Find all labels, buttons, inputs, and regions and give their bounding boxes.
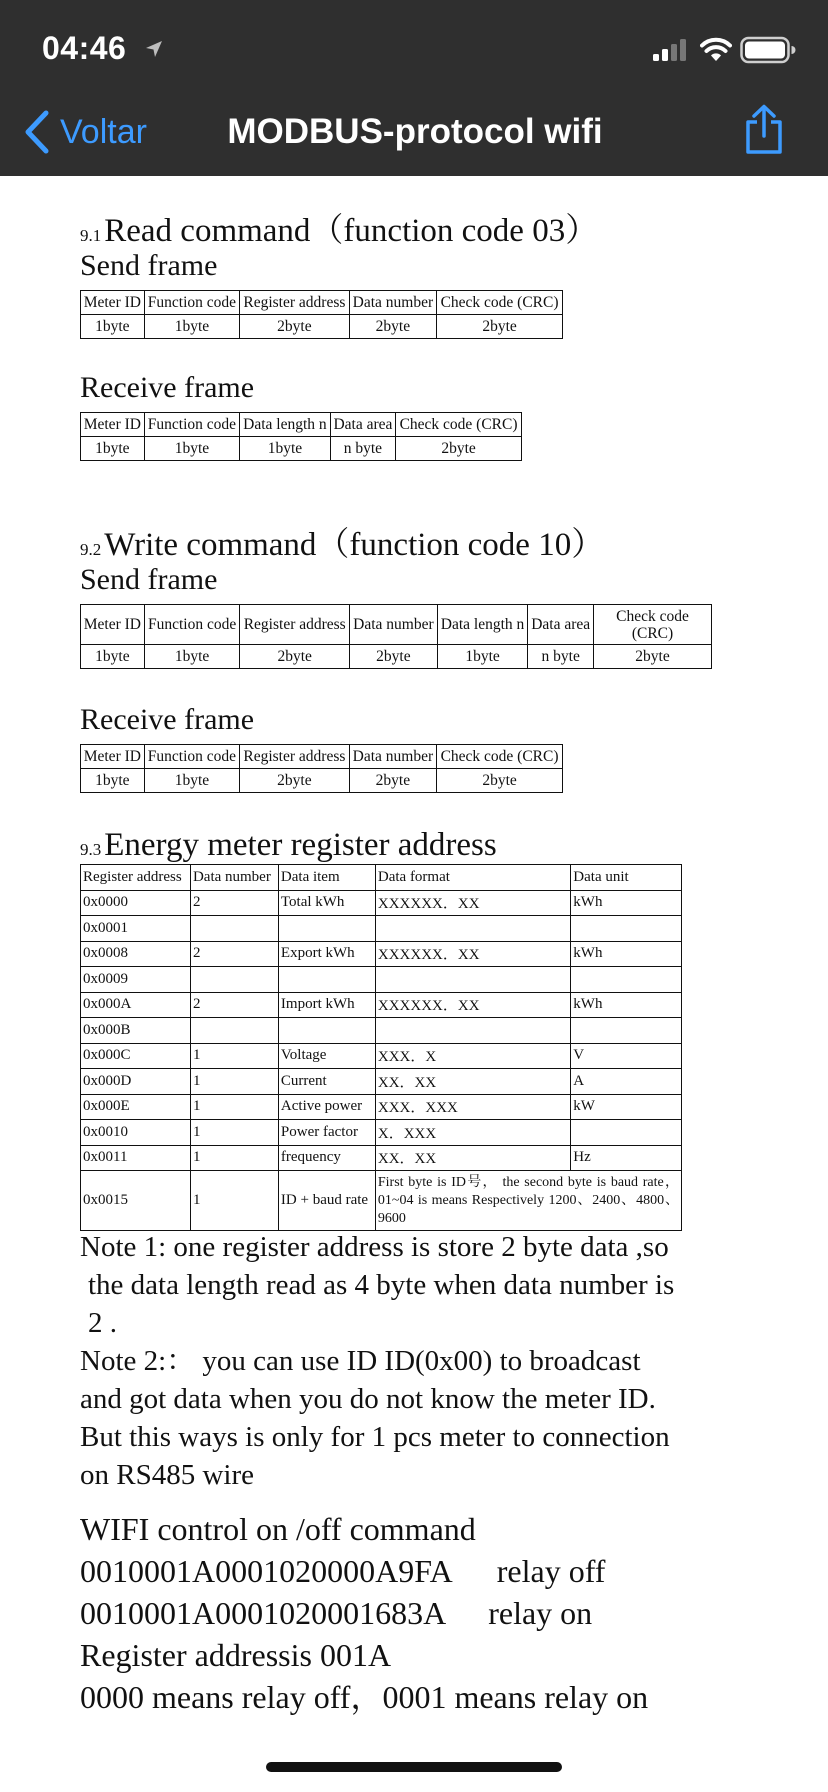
table-cell: 2byte: [350, 645, 438, 669]
table-cell: 0x0010: [81, 1120, 191, 1146]
table-cell: 1byte: [81, 315, 145, 339]
table-cell: 1byte: [240, 437, 331, 461]
table-row: [81, 992, 682, 1018]
table-cell: 0x000E: [81, 1094, 191, 1120]
relay-on-command: 0010001A0001020001683A relay on: [80, 1595, 593, 1631]
table-cell: 1byte: [81, 769, 145, 793]
table-cell: Data length n: [240, 413, 331, 437]
table-cell: Data number: [190, 865, 278, 891]
table-header-row: [81, 413, 522, 437]
table-cell: XXXXXX．XX: [375, 992, 570, 1018]
table-cell: Check code (CRC): [594, 605, 712, 645]
s92-receive-frame-table: [80, 744, 563, 793]
s91-send-frame-label: Send frame: [80, 249, 218, 282]
table-cell: Data number: [349, 745, 436, 769]
table-cell: frequency: [278, 1145, 375, 1171]
table-cell: 1: [190, 1145, 278, 1171]
note-1: Note 1: one register address is store 2 byte data ,so the data length read as 4 byte when data number is 2 .: [80, 1231, 675, 1339]
wifi-control-title: WIFI control on /off command: [80, 1511, 476, 1547]
table-cell: Total kWh: [278, 890, 375, 916]
home-indicator[interactable]: [266, 1762, 562, 1772]
table-row: [81, 1018, 682, 1044]
battery-icon: [740, 36, 796, 64]
wifi-icon: [700, 36, 732, 62]
table-cell: Data format: [375, 865, 570, 891]
table-cell: 1byte: [144, 769, 239, 793]
table-cell: 2byte: [349, 769, 436, 793]
location-arrow-icon: [145, 40, 163, 58]
table-row: [81, 437, 522, 461]
table-cell: [571, 967, 682, 993]
table-cell: Register address: [240, 745, 350, 769]
table-cell: 2byte: [396, 437, 522, 461]
table-cell: A: [571, 1069, 682, 1095]
table-row: [81, 890, 682, 916]
s91-receive-frame-table: [80, 412, 522, 461]
table-cell: 2byte: [349, 315, 436, 339]
table-cell: 1byte: [144, 437, 239, 461]
table-cell: [375, 916, 570, 942]
table-row: [81, 1043, 682, 1069]
register-address-table: [80, 864, 682, 1231]
table-row: [81, 1145, 682, 1171]
table-cell: Check code (CRC): [437, 291, 563, 315]
table-cell: 2byte: [240, 315, 350, 339]
table-cell: Check code (CRC): [396, 413, 522, 437]
table-cell: Data length n: [437, 605, 528, 645]
note-2: Note 2:： you can use ID ID(0x00) to broadcast and got data when you do not know the meter ID. But this ways is only for 1 pcs meter to connection on RS485 wire: [80, 1345, 670, 1491]
table-cell: 2: [190, 941, 278, 967]
table-cell: kW: [571, 1094, 682, 1120]
table-cell: [278, 967, 375, 993]
table-cell: 1: [190, 1043, 278, 1069]
table-cell: Meter ID: [81, 291, 145, 315]
table-cell: Data unit: [571, 865, 682, 891]
table-row: [81, 1171, 682, 1231]
table-cell: Data area: [330, 413, 395, 437]
back-label: Voltar: [60, 112, 147, 151]
table-cell: [375, 967, 570, 993]
table-cell: 0x000B: [81, 1018, 191, 1044]
s92-receive-frame-label: Receive frame: [80, 703, 255, 736]
table-cell: Data item: [278, 865, 375, 891]
table-cell: Current: [278, 1069, 375, 1095]
share-icon[interactable]: [742, 104, 786, 156]
table-cell: 0x000C: [81, 1043, 191, 1069]
table-cell: Voltage: [278, 1043, 375, 1069]
table-cell: 0x0009: [81, 967, 191, 993]
table-cell: [571, 1018, 682, 1044]
table-cell: 0x000D: [81, 1069, 191, 1095]
table-cell: Power factor: [278, 1120, 375, 1146]
table-cell: Export kWh: [278, 941, 375, 967]
table-cell: [190, 916, 278, 942]
table-row: [81, 315, 563, 339]
table-cell: 2: [190, 890, 278, 916]
table-cell: XXX．X: [375, 1043, 570, 1069]
table-cell: X．XXX: [375, 1120, 570, 1146]
table-cell: 0x0008: [81, 941, 191, 967]
table-cell: [278, 916, 375, 942]
table-cell: 2byte: [437, 315, 563, 339]
table-cell: XXXXXX．XX: [375, 941, 570, 967]
s92-send-frame-label: Send frame: [80, 563, 218, 596]
table-cell: Data number: [350, 605, 438, 645]
table-cell: Function code: [144, 291, 239, 315]
status-time: 04:46: [42, 30, 127, 66]
table-cell: [571, 1120, 682, 1146]
chevron-left-icon: [22, 110, 52, 154]
table-cell: 1byte: [437, 645, 528, 669]
table-cell: Register address: [81, 865, 191, 891]
table-cell: [571, 916, 682, 942]
table-cell: Register address: [240, 291, 350, 315]
table-cell: 1byte: [81, 437, 145, 461]
table-cell: Meter ID: [81, 413, 145, 437]
table-cell: 2byte: [240, 769, 350, 793]
table-cell: 1byte: [144, 645, 240, 669]
table-cell: 0x0000: [81, 890, 191, 916]
table-cell: 1: [190, 1094, 278, 1120]
table-cell: XXX．XXX: [375, 1094, 570, 1120]
table-row: [81, 1094, 682, 1120]
table-cell: Meter ID: [81, 605, 145, 645]
table-cell: n byte: [330, 437, 395, 461]
table-cell: kWh: [571, 890, 682, 916]
table-cell: Check code (CRC): [437, 745, 563, 769]
relay-meaning-line: 0000 means relay off，0001 means relay on: [80, 1679, 649, 1715]
table-cell: XX．XX: [375, 1145, 570, 1171]
page-title: MODBUS-protocol wifi: [227, 112, 603, 151]
table-cell: XXXXXX．XX: [375, 890, 570, 916]
table-cell: First byte is ID号， the second byte is baud rate， 01~04 is means Respectively 1200、2400、4800、9600: [375, 1171, 681, 1231]
table-cell: kWh: [571, 992, 682, 1018]
table-cell: 2byte: [437, 769, 563, 793]
table-cell: 0x0015: [81, 1171, 191, 1231]
table-header-row: [81, 865, 682, 891]
table-cell: [190, 967, 278, 993]
table-cell: V: [571, 1043, 682, 1069]
table-cell: 1: [190, 1069, 278, 1095]
s91-receive-frame-label: Receive frame: [80, 371, 255, 404]
table-cell: Hz: [571, 1145, 682, 1171]
table-cell: Register address: [240, 605, 350, 645]
table-cell: Data area: [528, 605, 594, 645]
table-cell: [190, 1018, 278, 1044]
table-cell: Active power: [278, 1094, 375, 1120]
table-cell: Import kWh: [278, 992, 375, 1018]
section-9-3-heading: 9.3Energy meter register address: [80, 827, 497, 863]
register-address-line: Register addressis 001A: [80, 1637, 392, 1673]
relay-off-command: 0010001A0001020000A9FA relay off: [80, 1553, 606, 1589]
s92-send-frame-table: [80, 604, 712, 669]
section-9-2-heading: 9.2Write command（function code 10）: [80, 527, 605, 563]
table-cell: kWh: [571, 941, 682, 967]
table-cell: 0x0011: [81, 1145, 191, 1171]
cellular-signal-icon: [652, 38, 690, 62]
table-cell: XX．XX: [375, 1069, 570, 1095]
s91-send-frame-table: [80, 290, 563, 339]
table-cell: 1: [190, 1171, 278, 1231]
section-9-1-heading: 9.1Read command（function code 03）: [80, 213, 599, 249]
table-cell: Meter ID: [81, 745, 145, 769]
table-header-row: [81, 745, 563, 769]
table-cell: Function code: [144, 413, 239, 437]
table-cell: Function code: [144, 745, 239, 769]
table-cell: [278, 1018, 375, 1044]
table-cell: 2byte: [594, 645, 712, 669]
table-row: [81, 967, 682, 993]
table-header-row: [81, 605, 712, 645]
table-cell: 1byte: [81, 645, 145, 669]
table-cell: [375, 1018, 570, 1044]
back-button[interactable]: [22, 108, 147, 156]
document-viewer[interactable]: [0, 176, 828, 1792]
table-cell: 1byte: [144, 315, 239, 339]
table-row: [81, 769, 563, 793]
table-header-row: [81, 291, 563, 315]
table-row: [81, 941, 682, 967]
table-cell: Data number: [349, 291, 436, 315]
table-cell: Function code: [144, 605, 240, 645]
table-row: [81, 645, 712, 669]
table-row: [81, 1120, 682, 1146]
table-cell: ID + baud rate: [278, 1171, 375, 1231]
table-cell: 0x000A: [81, 992, 191, 1018]
table-cell: 0x0001: [81, 916, 191, 942]
table-row: [81, 1069, 682, 1095]
table-cell: n byte: [528, 645, 594, 669]
top-bar: [0, 0, 828, 176]
table-cell: 2byte: [240, 645, 350, 669]
table-cell: 2: [190, 992, 278, 1018]
table-row: [81, 916, 682, 942]
table-cell: 1: [190, 1120, 278, 1146]
